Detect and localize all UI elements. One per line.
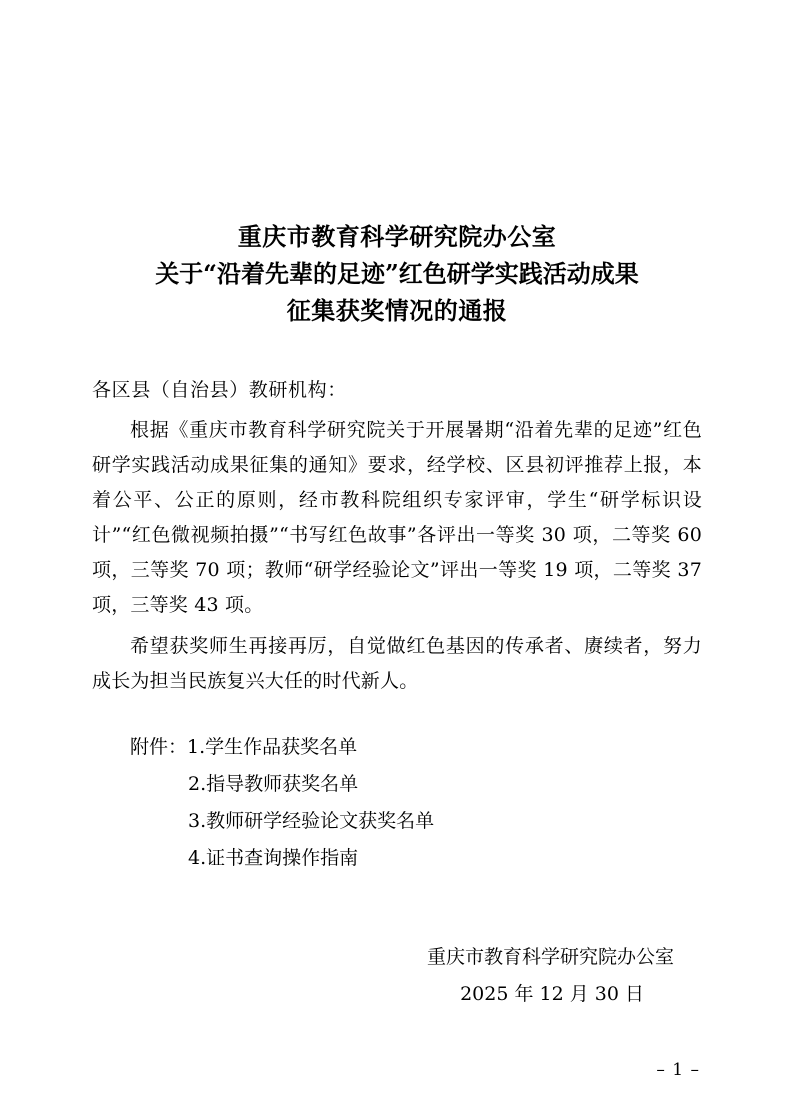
paragraph-1: 根据《重庆市教育科学研究院关于开展暑期“沿着先辈的足迹”红色研学实践活动成果征集的通知》要求，经学校、区县初评推荐上报，本着公平、公正的原则，经市教科院组织专家评审，学生“研学标识设计”“红色微视频拍摄”“书写红色故事”各评出一等奖 30 项，二等奖 60 项，三等奖 70 项；教师“研学经验论文”评出一等奖 19 项，二等奖 37 项，三等奖 43 项。 — [92, 419, 702, 616]
title-line-2: 关于“沿着先辈的足迹”红色研学实践活动成果 — [155, 259, 639, 288]
page-number: – 1 – — [656, 1060, 700, 1080]
attachment-item-1: 附件：1.学生作品获奖名单 — [130, 736, 358, 758]
attachment-item-3: 3.教师研学经验论文获奖名单 — [188, 810, 435, 832]
title-line-3: 征集获奖情况的通报 — [286, 296, 508, 325]
document-body — [92, 0, 702, 1013]
title-line-1: 重庆市教育科学研究院办公室 — [237, 222, 557, 251]
salutation: 各区县（自治县）教研机构： — [92, 379, 347, 401]
paragraph-2: 希望获奖师生再接再厉，自觉做红色基因的传承者、赓续者，努力成长为担当民族复兴大任的时代新人。 — [92, 635, 702, 692]
document-title — [92, 218, 702, 329]
signature-organization: 重庆市教育科学研究院办公室 — [426, 946, 674, 968]
signature-date: 2025 年 12 月 30 日 — [460, 983, 644, 1005]
attachment-item-2: 2.指导教师获奖名单 — [188, 773, 359, 795]
attachment-item-4: 4.证书查询操作指南 — [188, 847, 359, 869]
attachment-list — [92, 729, 702, 877]
